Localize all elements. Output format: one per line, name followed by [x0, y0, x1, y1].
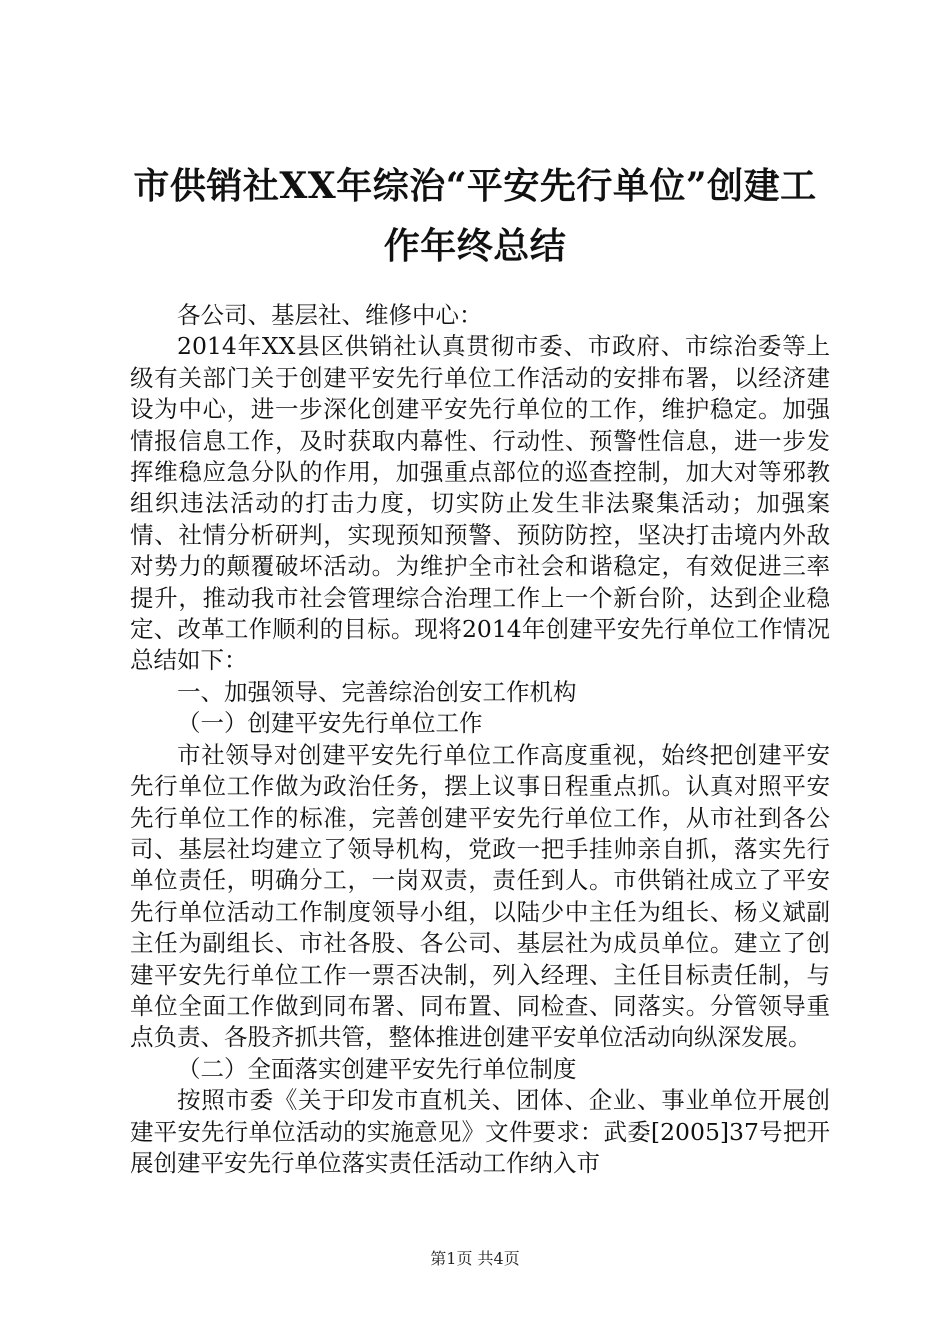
- subsection-heading-2: （二）全面落实创建平安先行单位制度: [177, 1054, 577, 1083]
- subsection-heading-1: （一）创建平安先行单位工作: [177, 709, 483, 738]
- paragraph-implementation: 按照市委《关于印发市直机关、团体、企业、事业单位开展创建平安先行单位活动的实施意见》文件要求：武委[2005]37号把开展创建平安先行单位落实责任活动工作纳入市: [130, 1086, 830, 1177]
- paragraph-leadership: 市社领导对创建平安先行单位工作高度重视，始终把创建平安先行单位工作做为政治任务，摆上议事日程重点抓。认真对照平安先行单位工作的标准，完善创建平安先行单位工作，从市社到各公司、基层社均建立了领导机构，党政一把手挂帅亲自抓，落实先行单位责任，明确分工，一岗双责，责任到人。市供销社成立了平安先行单位活动工作制度领导小组，以陆少中主任为组长、杨义斌副主任为副组长、市社各股、各公司、基层社为成员单位。建立了创建平安先行单位工作一票否决制，列入经理、主任目标责任制，与单位全面工作做到同布署、同布置、同检查、同落实。分管领导重点负责、各股齐抓共管，整体推进创建平安单位活动向纵深发展。: [130, 740, 830, 1052]
- page-number-footer: 第1页 共4页: [430, 1249, 520, 1268]
- paragraph-intro: 2014年XX县区供销社认真贯彻市委、市政府、市综治委等上级有关部门关于创建平安先行单位工作活动的安排布署，以经济建设为中心，进一步深化创建平安先行单位的工作，维护稳定。加强情报信息工作，及时获取内幕性、行动性、预警性信息，进一步发挥维稳应急分队的作用，加强重点部位的巡查控制，加大对等邪教组织违法活动的打击力度，切实防止发生非法聚集活动；加强案情、社情分析研判，实现预知预警、预防防控，坚决打击境内外敌对势力的颠覆破坏活动。为维护全市社会和谐稳定，有效促进三率提升，推动我市社会管理综合治理工作上一个新台阶，达到企业稳定、改革工作顺利的目标。现将2014年创建平安先行单位工作情况总结如下：: [130, 332, 830, 675]
- salutation: 各公司、基层社、维修中心：: [177, 301, 483, 329]
- document-title: 市供销社XX年综治“平安先行单位”创建工作年终总结: [133, 165, 817, 267]
- section-heading-1: 一、加强领导、完善综治创安工作机构: [177, 677, 577, 706]
- document-body: [130, 300, 830, 1179]
